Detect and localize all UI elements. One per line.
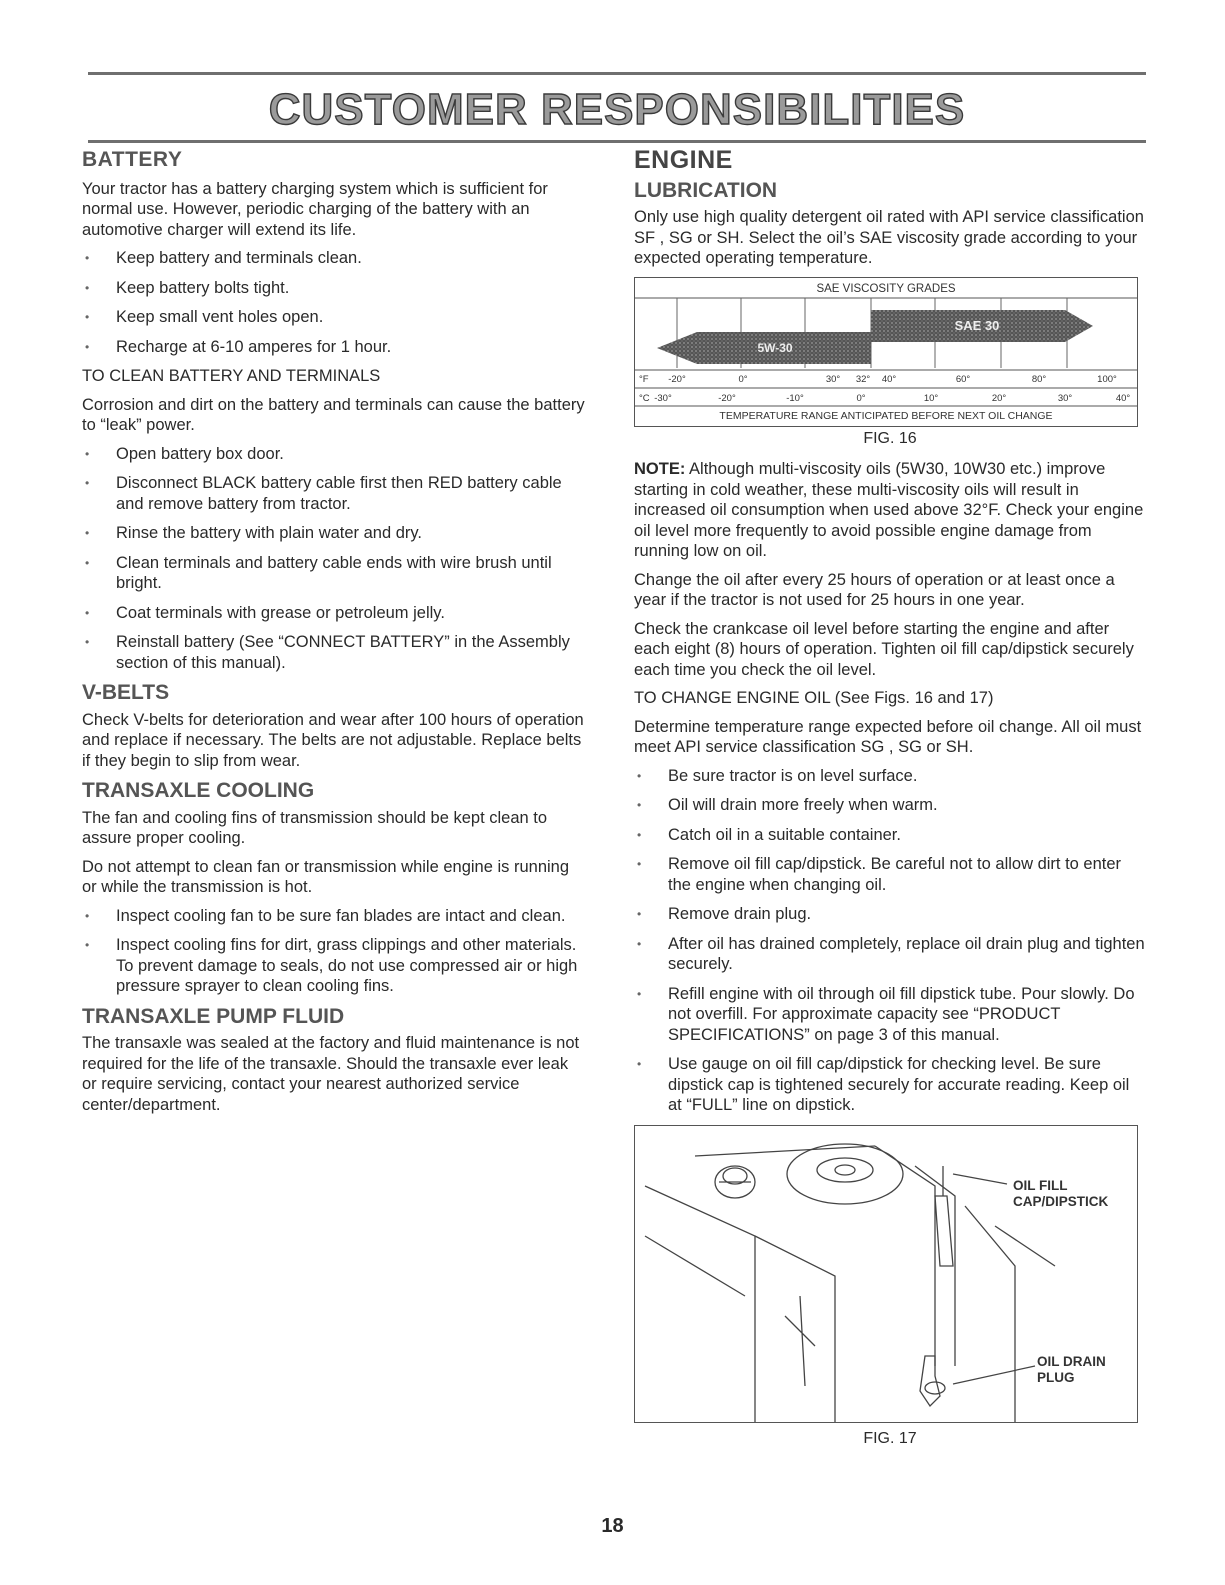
oil-drain-label-line-1: OIL DRAIN xyxy=(1037,1353,1106,1369)
vbelts-section xyxy=(82,683,587,771)
oil-fill-label-line-1: OIL FILL xyxy=(1013,1177,1068,1193)
tick-label: 10° xyxy=(923,392,939,404)
cooling-paragraph-2: Do not attempt to clean fan or transmission while engine is running or while the transmission is hot. xyxy=(82,857,570,896)
list-item: • Catch oil in a suitable container. xyxy=(634,825,1146,846)
cooling-bullets xyxy=(82,906,587,997)
list-item: • Open battery box door. xyxy=(82,444,587,465)
clean-battery-bullets xyxy=(82,444,587,674)
list-item: • Inspect cooling fins for dirt, grass clippings and other materials. To prevent damage to seals, do not use compressed air or high pressure sprayer to clean cooling fins. xyxy=(82,935,587,997)
transaxle-pump-heading: TRANSAXLE PUMP FLUID xyxy=(82,1004,345,1028)
tick-label: 40° xyxy=(1115,392,1131,404)
battery-bullets xyxy=(82,248,587,357)
list-item: • Oil will drain more freely when warm. xyxy=(634,795,1146,816)
top-rule xyxy=(88,72,1146,75)
transaxle-pump-section xyxy=(82,1004,587,1116)
vbelts-heading: V-BELTS xyxy=(82,681,170,704)
page-number: 18 xyxy=(601,1515,624,1537)
fig-17-caption: FIG. 17 xyxy=(863,1429,917,1447)
tick-label: -30° xyxy=(654,392,672,404)
bar-sae30-label: SAE 30 xyxy=(954,317,1000,333)
lubrication-heading: LUBRICATION xyxy=(634,178,778,202)
clean-battery-heading: TO CLEAN BATTERY AND TERMINALS xyxy=(82,367,381,385)
tick-label: 100° xyxy=(1097,373,1117,385)
battery-heading: BATTERY xyxy=(82,148,183,171)
tick-label: 30° xyxy=(1057,392,1073,404)
list-item: • Disconnect BLACK battery cable first then RED battery cable and remove battery from tractor. xyxy=(82,473,587,514)
list-item: • Inspect cooling fan to be sure fan blades are intact and clean. xyxy=(82,906,587,927)
transaxle-cooling-heading: TRANSAXLE COOLING xyxy=(82,779,315,802)
oil-fill-label-line-2: CAP/DIPSTICK xyxy=(1013,1193,1109,1209)
list-item: • Remove drain plug. xyxy=(634,904,1146,925)
list-item: • Reinstall battery (See “CONNECT BATTERY” in the Assembly section of this manual). xyxy=(82,632,587,673)
list-item: • Rinse the battery with plain water and dry. xyxy=(82,523,587,544)
change-oil-bullets xyxy=(634,766,1146,1116)
list-item: • Refill engine with oil through oil fill dipstick tube. Pour slowly. Do not overfill. For approximate capacity see “PRODUCT SPECIFICATIONS” on page 3 of this manual. xyxy=(634,984,1146,1046)
oil-drain-plug-icon xyxy=(920,1356,945,1406)
fahrenheit-label: °F xyxy=(639,373,649,385)
title-rule xyxy=(88,140,1146,143)
tick-label: -20° xyxy=(718,392,736,404)
tick-label: 40° xyxy=(881,373,897,385)
note-label: NOTE: xyxy=(634,460,686,478)
bar-5w30-label: 5W-30 xyxy=(757,340,793,355)
list-item: • Keep battery bolts tight. xyxy=(82,278,587,299)
tick-label: 0° xyxy=(856,392,866,404)
tick-label: 20° xyxy=(991,392,1007,404)
viscosity-chart xyxy=(634,277,1138,427)
list-item: • After oil has drained completely, replace oil drain plug and tighten securely. xyxy=(634,934,1146,975)
change-interval-text: Change the oil after every 25 hours of operation or at least once a year if the tractor is not used for 25 hours in one year. xyxy=(634,570,1115,609)
oil-drain-label-line-2: PLUG xyxy=(1037,1369,1075,1385)
transaxle-cooling-section xyxy=(82,781,587,997)
viscosity-chart-svg xyxy=(635,278,1137,426)
list-item: • Be sure tractor is on level surface. xyxy=(634,766,1146,787)
clean-battery-intro: Corrosion and dirt on the battery and terminals can cause the battery to “leak” power. xyxy=(82,395,585,434)
note-text: Although multi-viscosity oils (5W30, 10W30 etc.) improve starting in cold weather, these multi-viscosity oils will result in increased oil consumption when used above 32°F. Check your engine oil level more frequently to avoid possible engine damage from running low on oil. xyxy=(634,460,1144,560)
tick-label: -20° xyxy=(668,373,686,385)
transaxle-pump-text: The transaxle was sealed at the factory and fluid maintenance is not required for the life of the transaxle. Should the transaxle ever leak or require servicing, contact your nearest authorized service center/department. xyxy=(82,1034,580,1114)
tick-label: 32° xyxy=(855,373,871,385)
fig-16-caption: FIG. 16 xyxy=(863,429,917,447)
list-item: • Use gauge on oil fill cap/dipstick for checking level. Be sure dipstick cap is tightened securely for accurate reading. Keep oil at “FULL” line on dipstick. xyxy=(634,1054,1146,1116)
lubrication-text: Only use high quality detergent oil rated with API service classification SF , SG or SH. Select the oil’s SAE viscosity grade according to your expected operating temperature. xyxy=(634,208,1144,267)
check-level-text: Check the crankcase oil level before starting the engine and after each eight (8) hours of operation. Tighten oil fill cap/dipstick securely each time you check the oil level. xyxy=(634,619,1134,679)
tick-label: 30° xyxy=(825,373,841,385)
dipstick-tube-icon xyxy=(935,1166,953,1266)
oil-fill-cap-icon xyxy=(715,1166,755,1198)
tick-label: 80° xyxy=(1031,373,1047,385)
cooling-paragraph-1: The fan and cooling fins of transmission should be kept clean to assure proper cooling. xyxy=(82,808,548,847)
vbelts-text: Check V-belts for deterioration and wear after 100 hours of operation and replace if necessary. The belts are not adjustable. Replace belts if they begin to slip from wear. xyxy=(82,710,584,770)
chart-title: SAE VISCOSITY GRADES xyxy=(816,282,956,295)
engine-illustration xyxy=(634,1125,1138,1423)
list-item: • Keep battery and terminals clean. xyxy=(82,248,587,269)
battery-section xyxy=(82,150,587,673)
celsius-axis xyxy=(639,393,1130,404)
page-title: CUSTOMER RESPONSIBILITIES xyxy=(268,85,966,134)
tick-label: 0° xyxy=(738,373,748,385)
list-item: • Coat terminals with grease or petroleum jelly. xyxy=(82,603,587,624)
list-item: • Clean terminals and battery cable ends with wire brush until bright. xyxy=(82,553,587,594)
fahrenheit-axis xyxy=(639,374,1117,385)
oil-drain-label xyxy=(1037,1354,1106,1386)
list-item: • Recharge at 6-10 amperes for 1 hour. xyxy=(82,337,587,358)
celsius-label: °C xyxy=(639,392,650,404)
change-oil-heading: TO CHANGE ENGINE OIL (See Figs. 16 and 17) xyxy=(634,689,994,707)
engine-heading: ENGINE xyxy=(634,146,733,174)
right-column xyxy=(634,146,1146,1459)
note-paragraph xyxy=(634,459,1146,562)
list-item: • Remove oil fill cap/dipstick. Be careful not to allow dirt to enter the engine when changing oil. xyxy=(634,854,1146,895)
determine-temperature-text: Determine temperature range expected before oil change. All oil must meet API service classification SG , SG or SH. xyxy=(634,717,1142,756)
oil-fill-label xyxy=(1013,1178,1108,1210)
tick-label: 60° xyxy=(955,373,971,385)
list-item: • Keep small vent holes open. xyxy=(82,307,587,328)
battery-intro: Your tractor has a battery charging system which is sufficient for normal use. However, periodic charging of the battery with an automotive charger will extend its life. xyxy=(82,179,548,239)
left-column xyxy=(82,150,587,1123)
chart-footer: TEMPERATURE RANGE ANTICIPATED BEFORE NEXT OIL CHANGE xyxy=(719,409,1053,422)
tick-label: -10° xyxy=(786,392,804,404)
